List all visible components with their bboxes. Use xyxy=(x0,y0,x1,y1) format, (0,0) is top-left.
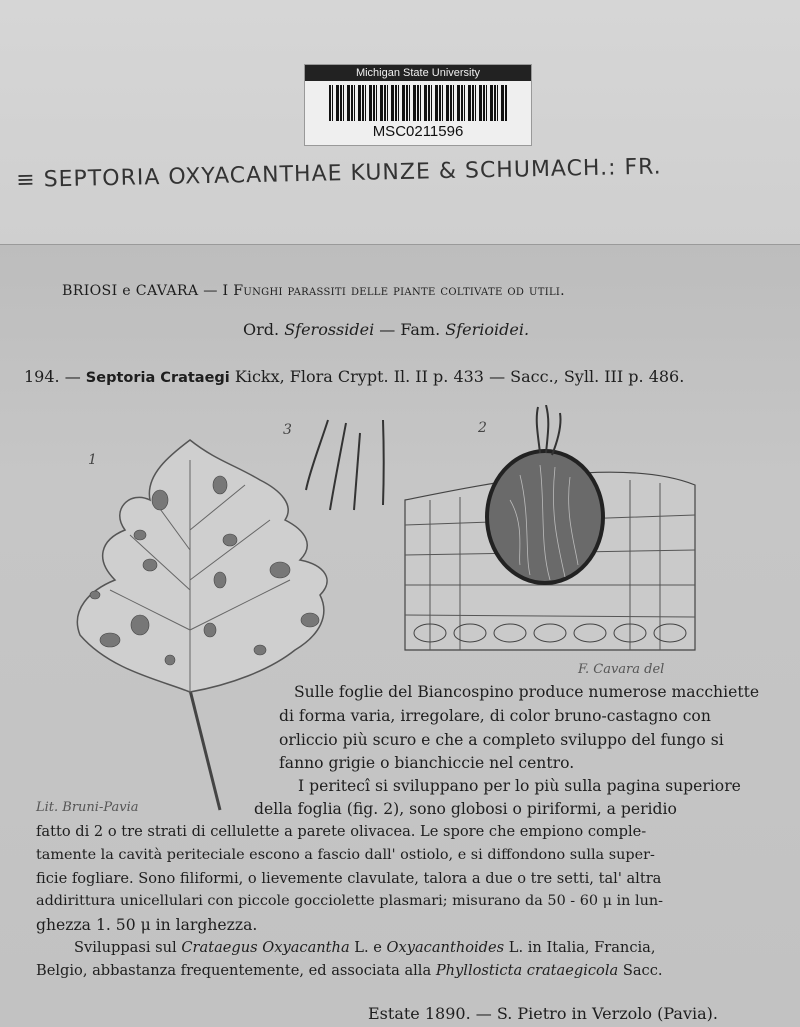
host-1: Crataegus Oxyacantha xyxy=(181,939,350,956)
figure-3-number: 3 xyxy=(283,422,292,438)
hosts-text-d: Belgio, abbastanza frequentemente, ed associata alla xyxy=(36,962,436,979)
barcode-image xyxy=(329,85,507,121)
order-name: Sferossidei xyxy=(284,320,375,339)
catalog-number: MSC0211596 xyxy=(372,123,464,140)
associated-fungus: Phyllosticta crataegicola xyxy=(435,962,619,979)
figure-2-perithecium-illustration xyxy=(400,405,700,655)
hosts-text-c: L. in Italia, Francia, xyxy=(504,939,656,956)
handwritten-determination: ≡ SEPTORIA OXYACANTHAE KUNZE & SCHUMACH.: FR. xyxy=(16,154,662,193)
collection-date-locality: Estate 1890. — S. Pietro in Verzolo (Pavia). xyxy=(368,1004,718,1023)
description-line-2: di forma varia, irregolare, di color bruno-castagno con xyxy=(279,707,711,725)
description-line-8: tamente la cavità periteciale escono a fascio dall' ostiolo, e si diffondono sulla super- xyxy=(36,847,655,863)
series-name: I Funghi parassiti delle piante coltivate od utili. xyxy=(222,283,565,299)
species-number: 194. — xyxy=(24,367,86,386)
hosts-line-1 xyxy=(74,939,656,956)
series-title xyxy=(62,283,565,299)
description-line-3: orliccio più scuro e che a completo sviluppo del fungo si xyxy=(279,731,724,749)
barcode-label xyxy=(304,64,532,146)
artist-signature: F. Cavara del xyxy=(578,662,665,677)
lithographer-signature: Lit. Bruni-Pavia xyxy=(36,800,139,815)
series-dash: — xyxy=(198,283,223,299)
description-line-5: I peritecî si sviluppano per lo più sulla pagina superiore xyxy=(298,777,741,795)
description-line-7: fatto di 2 o tre strati di cellulette a parete olivacea. Le spore che empiono comple- xyxy=(36,823,647,840)
barcode-institution: Michigan State University xyxy=(305,65,531,81)
classification xyxy=(243,320,529,339)
family-name: Sferioidei. xyxy=(445,320,530,339)
order-label: Ord. xyxy=(243,320,285,339)
description-line-6: della foglia (fig. 2), sono globosi o piriformi, a peridio xyxy=(254,800,677,818)
figure-3-spores-illustration xyxy=(298,415,398,515)
hosts-text-e: Sacc. xyxy=(618,962,663,979)
figure-1-number: 1 xyxy=(88,452,97,468)
description-line-11: ghezza 1. 50 μ in larghezza. xyxy=(36,916,258,934)
figure-2-number: 2 xyxy=(478,420,487,436)
host-2: Oxyacanthoides xyxy=(386,939,505,956)
description-line-1: Sulle foglie del Biancospino produce numerose macchiette xyxy=(294,683,760,701)
hosts-line-2 xyxy=(36,962,663,979)
description-line-4: fanno grigie o bianchiccie nel centro. xyxy=(279,754,575,772)
species-citation: Kickx, Flora Crypt. Il. II p. 433 — Sacc., Syll. III p. 486. xyxy=(229,367,685,386)
species-name: Septoria Crataegi xyxy=(85,370,230,386)
hosts-text-a: Sviluppasi sul xyxy=(74,939,182,956)
species-heading xyxy=(24,367,684,386)
hosts-text-b: L. e xyxy=(349,939,387,956)
description-line-10: addirittura unicellulari con piccole gocciolette plasmari; misurano da 50 - 60 μ in lun- xyxy=(36,893,663,909)
series-authors: BRIOSI e CAVARA xyxy=(62,283,199,299)
family-label: — Fam. xyxy=(374,320,446,339)
description-line-9: ficie fogliare. Sono filiformi, o lievemente clavulate, talora a due o tre setti, tal' altra xyxy=(36,870,662,887)
